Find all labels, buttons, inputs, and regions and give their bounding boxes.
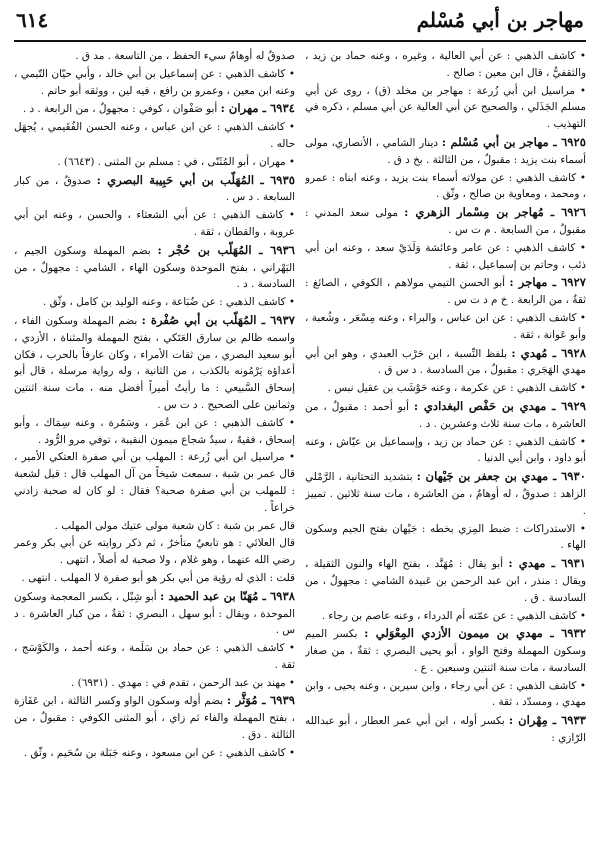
biography-entry <box>14 242 295 293</box>
biography-entry <box>305 204 586 239</box>
biography-entry <box>14 312 295 414</box>
entry-text: بكسر أوله ، ابن أبي عمر العطار ، أبو عبدالله الرّازي : <box>305 715 586 745</box>
biography-entry <box>305 712 586 747</box>
entry-heading: ٦٩٣٥ ـ المُهَلّب بن أبي حَبِيبة البصري : <box>96 172 295 187</box>
annotation-paragraph: • مهند بن عبد الرحمن ، تقدم في : مهدي . (٦٩٣١) . <box>71 676 295 689</box>
annotation-paragraph: • مراسيل ابن أبي زُرعة : مهاجر بن مخلد (ق) ، روى عن أبي مسلم الجَذَلي ، والصحيح عن أبي العالية عن أبي مسلم ، ذكره في التهذيب . <box>305 84 586 131</box>
entry-heading: ٦٩٣١ ـ مهدي : <box>508 556 586 571</box>
annotation-paragraph: قال عمر بن شبة : كان شعبة مولى عتيك مولى المهلب . <box>54 519 295 532</box>
right-column <box>305 48 586 853</box>
entry-heading: ٦٩٣٩ ـ مُوَثَّر : <box>226 693 295 708</box>
entry-heading: ٦٩٢٥ ـ مهاجر بن أبي مُسْلم : <box>441 134 586 149</box>
entry-heading: ٦٩٢٩ ـ مهدي بن حَفْص البغدادي : <box>413 398 586 413</box>
annotation-paragraph: • كاشف الذهبي : عن عكرمة ، وعنه حَوْشَب بن عقيل نبس . <box>327 382 586 395</box>
entry-text: بتشديد التحتانية ، الرَّمْلي الزاهد : صدوقٌ ، له أوهامٌ ، من العاشرة ، مات سنة ثلاثين . تمييز . <box>305 471 586 517</box>
annotation-paragraph: • كاشف الذهبي : عن أبي العالية ، وغيره ، وعنه حماد بن زيد ، والثقفيُّ ، قال ابن معين : صالح . <box>305 50 586 79</box>
entry-heading: ٦٩٣٤ ـ مهران : <box>220 101 295 116</box>
biography-entry <box>14 172 295 207</box>
annotation-paragraph: • كاشف الذهبي : عن عامر وعائشة وَلَدَيْ سعد ، وعنه ابن أبي ذئب ، وحاتم بن إسماعيل ، ثقة . <box>305 241 586 271</box>
annotation-paragraph: • كاشف الذهبي : عن ضُبَاعة ، وعنه الوليد بن كامل ، وثّق . <box>43 296 295 309</box>
entry-text: بضم المهملة وسكون الفاء ، واسمه ظالم بن سارق العَتَكي ، بفتح المهملة والمثناة ، الأزدي ، أبو سعيد البصري ، من ثقات الأمراء ، وكان عارفاً بالحرب ، فكان أعداؤه يَرْمُونه بالكذب ، من الثانية ، وله رواية مرسلة ، قال أبو إسحاق السَّبيعي : ما رأيتُ أميراً أفضل منه ، مات سنة اثنتين وثمانين على الصحيح . د ت س . <box>14 314 295 411</box>
annotation-paragraph: • الاستدراكات : ضبط المِزي بخطه : جَيْهان بفتح الجيم وسكون الهاء . <box>305 522 586 552</box>
entry-text: بضم المهملة وسكون الجيم ، البَهْراني ، بفتح الموحدة وسكون الهاء ، الشامي : مجهولٌ ، من السادسة . د . <box>14 244 295 291</box>
entry-text: دينار الشامي ، الأنصاري، مولى أسماء بنت يزيد : مقبولٌ ، من الثالثة . بخ د ق . <box>305 136 586 166</box>
biography-entry <box>305 625 586 676</box>
entry-text: بضم أوله وسكون الواو وكسر الثالثة ، ابن عَفَازة ، بفتح المهملة والفاء ثم زاي ، أبو المثنى الكوفي : مقبولٌ ، من الثالثة . دق . <box>14 695 295 742</box>
entry-text: أبو أحمد : مقبولٌ ، من العاشرة ، مات سنة ثلاث وعشرين . د . <box>305 400 586 430</box>
annotation-paragraph: • مهران ، أبو المُثَنّى ، في : مسلم بن المثنى . (٦٦٤٣) . <box>57 155 295 168</box>
entry-heading: ٦٩٢٦ ـ مُهاجر بن مِسْمار الزهري : <box>404 205 586 220</box>
biography-entry <box>305 398 586 433</box>
biography-entry <box>14 588 295 639</box>
entry-text: مولى سعد المدني : مقبولٌ ، من السابعة . م ت س . <box>305 207 586 236</box>
two-column-body <box>14 48 586 853</box>
entry-text: صدوقٌ ، من كبار السابعة . د س . <box>14 174 295 204</box>
entry-heading: ٦٩٣٣ ـ مِهْران : <box>508 713 586 728</box>
annotation-paragraph: • كاشف الذهبي : عن عمّته أم الدرداء ، وعنه عاصم بن رجاء . <box>321 609 586 622</box>
entry-heading: ٦٩٣٠ ـ مهدي بن جعفر بن جَيْهان : <box>416 469 586 484</box>
annotation-paragraph: قلت : الذي له رؤية من أبي بكر هو أبو صفرة لا المهلب . انتهى . <box>21 571 295 584</box>
entry-text: أبو صَفْوان ، كوفي : مجهولٌ ، من الرابعة . د . <box>22 103 221 116</box>
page-number: ٦١٤ <box>16 8 49 32</box>
biography-entry <box>14 100 295 118</box>
left-column <box>14 48 295 853</box>
entry-heading: ٦٩٣٦ ـ المُهَلّب بن حُجْر : <box>157 242 295 257</box>
biography-entry <box>305 468 586 519</box>
entry-text: أبو يقال : مُهَنَّد ، بفتح الهاء والنون الثقيلة ، ويقال : منذر ، ابن عبد الرحمن بن عَبيدة الشامي : مجهولٌ ، من السادسة . ق . <box>305 558 586 604</box>
annotation-paragraph: • كاشف الذهبي : عن ابن مسعود ، وعنه جَبَلة بن سُحَيم ، وثّق . <box>23 746 295 759</box>
annotation-paragraph: • كاشف الذهبي : عن ابن عباس ، والبراء ، وعنه مِسْعَر ، وشُعبة ، وأبو عَوانة ، ثقة . <box>305 311 586 341</box>
annotation-paragraph: • كاشف الذهبي : عن ابن عُمَر ، وسَمُرة ، وعنه سِمَاك ، وأبو إسحاق ، فقيهٌ ، سيدٌ شجاع ميمون النقيبة ، توفي مرو الرُّود . <box>14 416 295 446</box>
annotation-paragraph: • كاشف الذهبي : عن إسماعيل بن أبي خالد ، وأبي حيّان التّيمي ، وعنه ابن معين ، وعمرو بن رافع ، فيه لين ، ووثقه أبو حاتم . <box>14 67 295 97</box>
entry-heading: ٦٩٢٧ ـ مهاجر : <box>509 275 586 290</box>
annotation-paragraph: قال العلائي : هو تابعيٌ متأخرٌ ، ثم ذكر روايته عن أبي بكر وعمر رضي الله عنهما ، وهو غلام ، ولا صحبة له أصلاً ، انتهى . <box>14 537 295 567</box>
annotation-paragraph: • كاشف الذهبي : عن حماد بن زيد ، وإسماعيل بن عيّاش ، وعنه أبو داود ، وابن أبي الدنيا . <box>305 435 586 465</box>
annotation-paragraph: صدوقٌ له أوهامٌ سيء الحفظ ، من التاسعة . مد ق . <box>75 50 295 62</box>
entry-text: بلفظ النِّسبة ، ابن حَرْب العبدي ، وهو ابن أبي مهدي الهَجَري : مقبولٌ ، من السادسة . د س ق . <box>305 347 586 377</box>
entry-text: أبو الحسن التيمي مولاهم ، الكوفي ، الصائغ : ثقةٌ ، من الرابعة . خ م د ت س . <box>305 277 586 307</box>
biography-entry <box>305 274 586 309</box>
entry-text: بكسر الميم وسكون المهملة وفتح الواو ، أبو يحيى البصري : ثقةٌ ، من صغار السادسة ، مات سنة اثنتين وسبعين . ع . <box>305 628 586 674</box>
page-header <box>14 8 586 42</box>
entry-heading: ٦٩٢٨ ـ مُهدي : <box>511 345 586 360</box>
entry-heading: ٦٩٣٧ ـ المُهَلّب بن أبي صُفْرة : <box>141 312 295 327</box>
biography-entry <box>305 555 586 606</box>
entry-heading: ٦٩٣٢ ـ مهدي بن ميمون الأزدي المِعْوَلي : <box>364 626 586 641</box>
annotation-paragraph: • كاشف الذهبي : عن أبي الشعثاء ، والحسن ، وعنه ابن أبي عروبة ، والقطان ، ثقة . <box>14 209 295 238</box>
annotation-paragraph: • كاشف الذهبي : عن أبي رجاء ، وابن سيرين ، وعنه يحيى ، وابن مهدي ، ومسدّد ، ثقة . <box>305 679 586 709</box>
biography-entry <box>14 692 295 743</box>
biography-entry <box>305 345 586 380</box>
running-title: مهاجر بن أبي مُسْلم <box>416 8 584 32</box>
annotation-paragraph: • كاشف الذهبي : عن ابن عباس ، وعنه الحسن الفُقَيمي ، يُجهَل حاله . <box>14 121 295 150</box>
annotation-paragraph: • كاشف الذهبي : عن حماد بن سَلَمة ، وعنه أحمد ، والكَوْسَج ، ثقة . <box>14 642 295 671</box>
annotation-paragraph: • كاشف الذهبي : عن مولاته أسماء بنت يزيد ، وعنه ابناه : عمرو ، ومحمد ، ومعاوية بن صالح ، وثّق . <box>305 171 586 201</box>
entry-text: أبو شِبْل ، بكسر المعجمة وسكون الموحدة ، ويقال : أبو سهل ، البصري : ثقةٌ ، من كبار العاشرة . د س . <box>14 590 295 637</box>
biography-entry <box>305 134 586 169</box>
entry-heading: ٦٩٣٨ ـ مُهَنّا بن عبد الحميد : <box>160 588 295 603</box>
annotation-paragraph: • مراسيل ابن أبي زُرعة : المهلب بن أبي صفرة العتكي الأمير ، قال عمر بن شبة ، سمعت شيخاً من آل المهلب قال : قيل لشعبة : للمهلب بن أبي صفرة صحبة؟ فقال : لو كان له صحبة زادني خراعاً . <box>14 451 295 514</box>
